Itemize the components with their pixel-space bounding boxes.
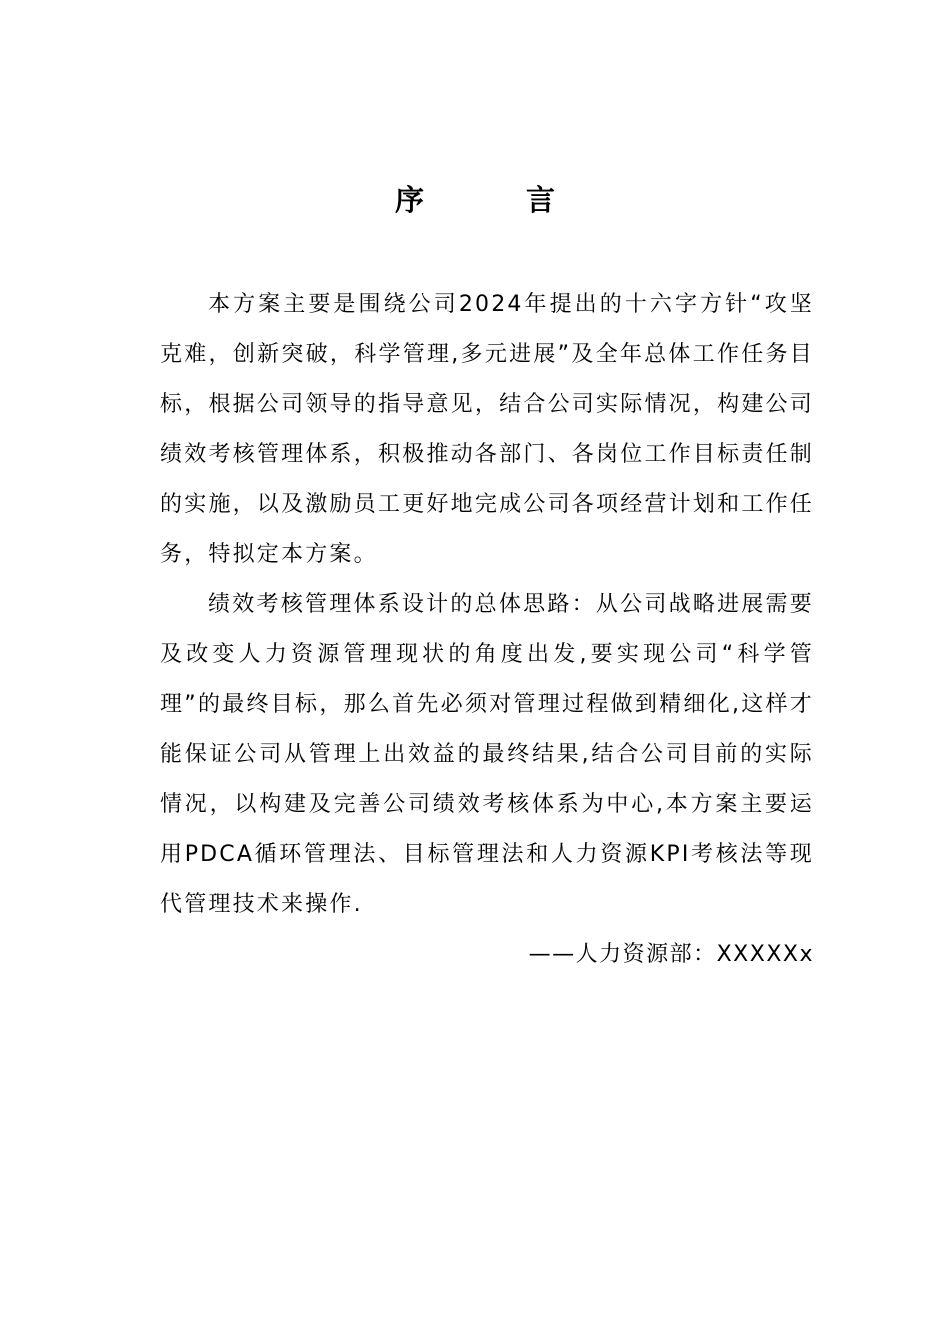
document-body [160,280,814,980]
page-title: 序 言 [394,183,602,217]
signature: ——人力资源部：XXXXXx [528,942,814,967]
paragraph-approach: 绩效考核管理体系设计的总体思路：从公司战略进展需要及改变人力资源管理现状的角度出发,要实现公司“科学管理”的最终目标，那么首先必须对管理过程做到精细化,这样才能保证公司从管理上出效益的最终结果,结合公司目前的实际情况，以构建及完善公司绩效考核体系为中心,本方案主要运用PDCA循环管理法、目标管理法和人力资源KPI考核法等现代管理技术来操作. [160,592,814,917]
paragraph-intro: 本方案主要是围绕公司2024年提出的十六字方针“攻坚克难，创新突破，科学管理,多元进展”及全年总体工作任务目标，根据公司领导的指导意见，结合公司实际情况，构建公司绩效考核管理体系，积极推动各部门、各岗位工作目标责任制的实施，以及激励员工更好地完成公司各项经营计划和工作任务，特拟定本方案。 [160,292,814,567]
